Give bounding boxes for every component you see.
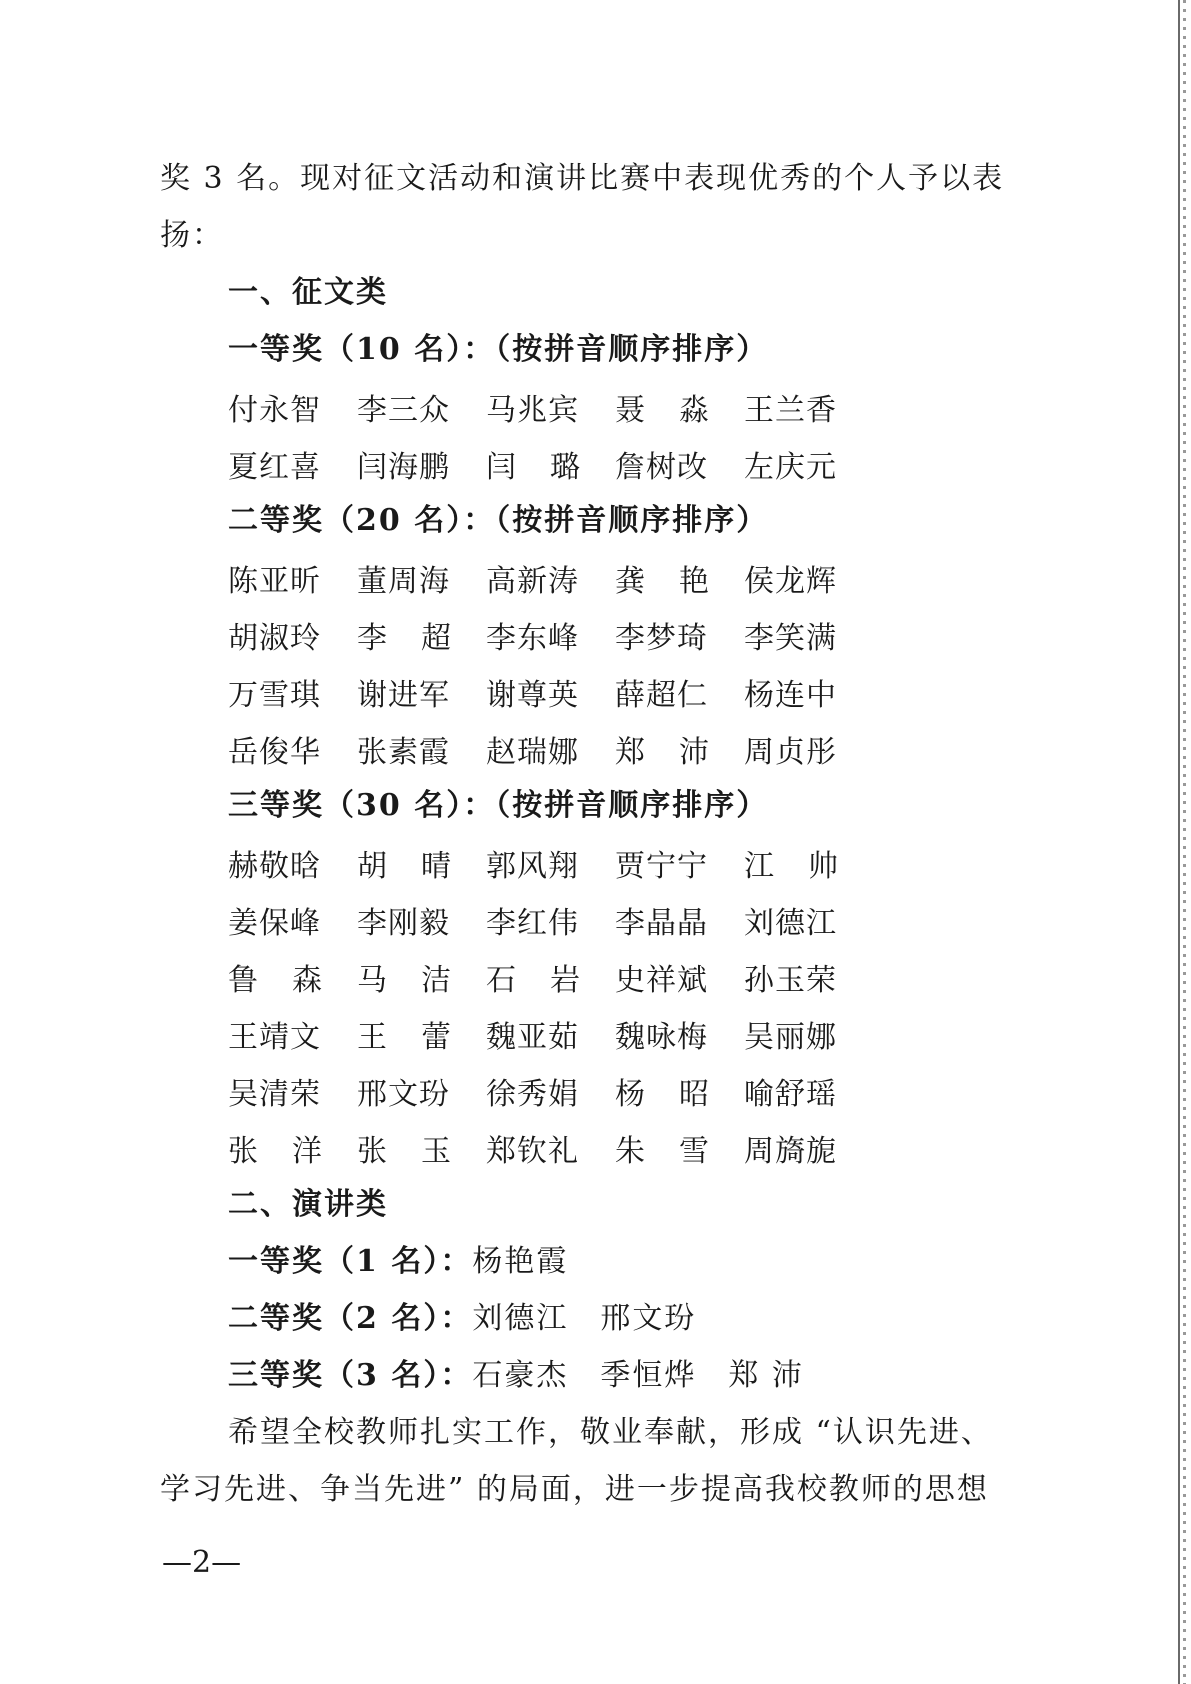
awardee-name: 李晶晶	[615, 905, 708, 941]
awardee-name: 吴清荣	[228, 1076, 321, 1112]
speech-heading: 二、演讲类	[228, 1187, 388, 1222]
awardee-name: 胡 晴	[357, 848, 451, 884]
essay-second-prize-label: 二等奖（20 名）：（按拼音顺序排序）	[228, 503, 769, 538]
name-row	[160, 834, 1020, 891]
speech-first-prize	[160, 1233, 1020, 1290]
speech-third-prize-label: 三等奖（3 名）：	[228, 1358, 473, 1393]
intro-line-1: 奖 3 名。现对征文活动和演讲比赛中表现优秀的个人予以表	[160, 161, 1005, 196]
awardee-name: 魏咏梅	[615, 1019, 708, 1055]
awardee-name: 高新涛	[486, 563, 579, 599]
speech-second-prize-name: 邢文玢	[600, 1301, 697, 1336]
awardee-name: 李刚毅	[357, 905, 450, 941]
name-row	[160, 948, 1020, 1005]
awardee-name: 聂 淼	[615, 392, 709, 428]
name-row	[160, 720, 1020, 777]
essay-first-prize-names	[160, 378, 1020, 492]
awardee-name: 喻舒瑶	[744, 1076, 837, 1112]
document-body	[160, 150, 1020, 1518]
essay-second-prize-names	[160, 549, 1020, 777]
name-row	[160, 1005, 1020, 1062]
awardee-name: 付永智	[228, 392, 321, 428]
awardee-name: 李梦琦	[615, 620, 708, 656]
awardee-name: 胡淑玲	[228, 620, 321, 656]
name-row	[160, 663, 1020, 720]
awardee-name: 李笑满	[744, 620, 837, 656]
intro-line-2: 扬：	[160, 218, 224, 253]
scan-edge-dots	[1183, 0, 1186, 1684]
awardee-name: 刘德江	[744, 905, 837, 941]
awardee-name: 侯龙辉	[744, 563, 837, 599]
awardee-name: 陈亚昕	[228, 563, 321, 599]
awardee-name: 石 岩	[486, 962, 580, 998]
name-row	[160, 891, 1020, 948]
name-row	[160, 435, 1020, 492]
awardee-name: 郑 沛	[615, 734, 709, 770]
awardee-name: 鲁 森	[228, 962, 322, 998]
speech-first-prize-label: 一等奖（1 名）：	[228, 1244, 473, 1279]
speech-third-prize-name: 石豪杰	[472, 1358, 569, 1393]
awardee-name: 谢进军	[357, 677, 450, 713]
awardee-name: 赫敬晗	[228, 848, 321, 884]
speech-first-prize-name: 杨艳霞	[472, 1244, 569, 1279]
essay-heading: 一、征文类	[228, 275, 388, 310]
awardee-name: 王靖文	[228, 1019, 321, 1055]
awardee-name: 郭风翔	[486, 848, 579, 884]
speech-second-prize	[160, 1290, 1020, 1347]
speech-third-prize	[160, 1347, 1020, 1404]
awardee-name: 张 玉	[357, 1133, 451, 1169]
awardee-name: 李三众	[357, 392, 450, 428]
awardee-name: 闫 璐	[486, 449, 580, 485]
awardee-name: 邢文玢	[357, 1076, 450, 1112]
awardee-name: 马兆宾	[486, 392, 579, 428]
page-number: —2—	[162, 1545, 242, 1580]
speech-third-prize-name: 郑 沛	[728, 1358, 804, 1393]
awardee-name: 贾宁宁	[615, 848, 708, 884]
awardee-name: 郑钦礼	[486, 1133, 579, 1169]
awardee-name: 谢尊英	[486, 677, 579, 713]
awardee-name: 吴丽娜	[744, 1019, 837, 1055]
awardee-name: 董周海	[357, 563, 450, 599]
name-row	[160, 549, 1020, 606]
awardee-name: 朱 雪	[615, 1133, 709, 1169]
awardee-name: 周贞彤	[744, 734, 837, 770]
awardee-name: 薛超仁	[615, 677, 708, 713]
closing-line-1: 希望全校教师扎实工作，敬业奉献，形成 “认识先进、	[228, 1415, 993, 1450]
awardee-name: 王 蕾	[357, 1019, 451, 1055]
awardee-name: 夏红喜	[228, 449, 321, 485]
awardee-name: 徐秀娟	[486, 1076, 579, 1112]
awardee-name: 王兰香	[744, 392, 837, 428]
speech-second-prize-label: 二等奖（2 名）：	[228, 1301, 473, 1336]
awardee-name: 马 洁	[357, 962, 451, 998]
speech-third-prize-name: 季恒烨	[600, 1358, 697, 1393]
awardee-name: 张 洋	[228, 1133, 322, 1169]
awardee-name: 赵瑞娜	[486, 734, 579, 770]
awardee-name: 周旖旎	[744, 1133, 837, 1169]
closing-line-2: 学习先进、争当先进” 的局面，进一步提高我校教师的思想	[160, 1472, 989, 1507]
awardee-name: 姜保峰	[228, 905, 321, 941]
name-row	[160, 1119, 1020, 1176]
awardee-name: 史祥斌	[615, 962, 708, 998]
awardee-name: 万雪琪	[228, 677, 321, 713]
awardee-name: 杨连中	[744, 677, 837, 713]
awardee-name: 岳俊华	[228, 734, 321, 770]
awardee-name: 李东峰	[486, 620, 579, 656]
awardee-name: 杨 昭	[615, 1076, 709, 1112]
speech-second-prize-name: 刘德江	[472, 1301, 569, 1336]
awardee-name: 左庆元	[744, 449, 837, 485]
essay-first-prize-label: 一等奖（10 名）：（按拼音顺序排序）	[228, 332, 769, 367]
essay-third-prize-names	[160, 834, 1020, 1176]
awardee-name: 李红伟	[486, 905, 579, 941]
scan-edge-line	[1178, 0, 1180, 1684]
name-row	[160, 378, 1020, 435]
awardee-name: 龚 艳	[615, 563, 709, 599]
awardee-name: 詹树改	[615, 449, 708, 485]
awardee-name: 江 帅	[744, 848, 838, 884]
awardee-name: 闫海鹏	[357, 449, 450, 485]
name-row	[160, 1062, 1020, 1119]
awardee-name: 魏亚茹	[486, 1019, 579, 1055]
awardee-name: 张素霞	[357, 734, 450, 770]
name-row	[160, 606, 1020, 663]
awardee-name: 孙玉荣	[744, 962, 837, 998]
awardee-name: 李 超	[357, 620, 451, 656]
essay-third-prize-label: 三等奖（30 名）：（按拼音顺序排序）	[228, 788, 769, 823]
